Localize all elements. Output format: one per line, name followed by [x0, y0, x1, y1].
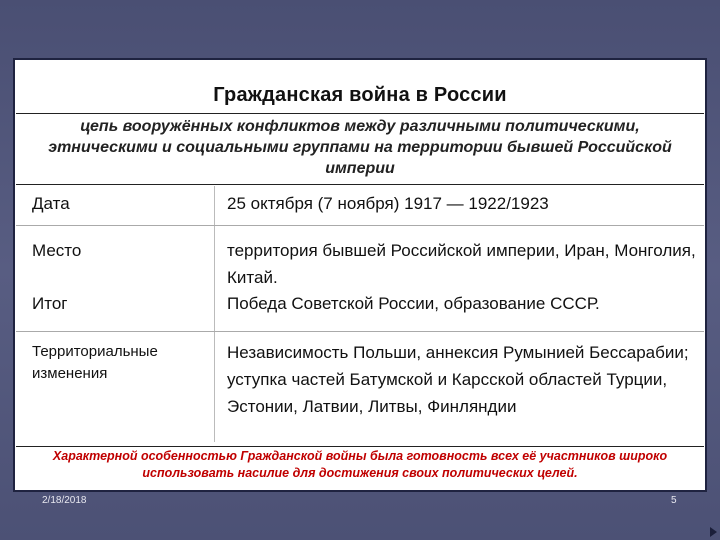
row-value-territory: Независимость Польши, аннексия Румынией Бессарабии; уступка частей Батумской и Карсской областей Турции, Эстонии, Латвии, Литвы, Финляндии [227, 343, 689, 416]
slide-title: Гражданская война в России [213, 84, 507, 106]
slide-number: 5 [671, 495, 677, 506]
row-divider [16, 225, 704, 226]
definition-text: цепь вооружённых конфликтов между различными политическими, этническими и социальными группами на территории бывшей Российской империи [48, 118, 672, 177]
row-value-date: 25 октября (7 ноября) 1917 — 1922/1923 [227, 194, 549, 213]
row-divider [16, 331, 704, 332]
row-label-territory: Территориальные изменения [32, 343, 158, 382]
table-bottom-divider [16, 446, 704, 447]
row-label-date: Дата [32, 194, 70, 213]
row-label-result: Итог [32, 294, 68, 313]
footnote: Характерной особенностью Гражданской войны была готовность всех её участников широко использовать насилие для достижения своих политических целей. [52, 449, 668, 480]
definition-divider [16, 184, 704, 185]
slide-date: 2/18/2018 [42, 495, 87, 506]
title-divider [16, 113, 704, 114]
row-value-result: Победа Советской России, образование СССР. [227, 294, 600, 313]
row-value-place: территория бывшей Российской империи, Иран, Монголия, Китай. [227, 241, 696, 287]
row-label-place: Место [32, 241, 82, 260]
play-triangle-icon [710, 527, 717, 537]
